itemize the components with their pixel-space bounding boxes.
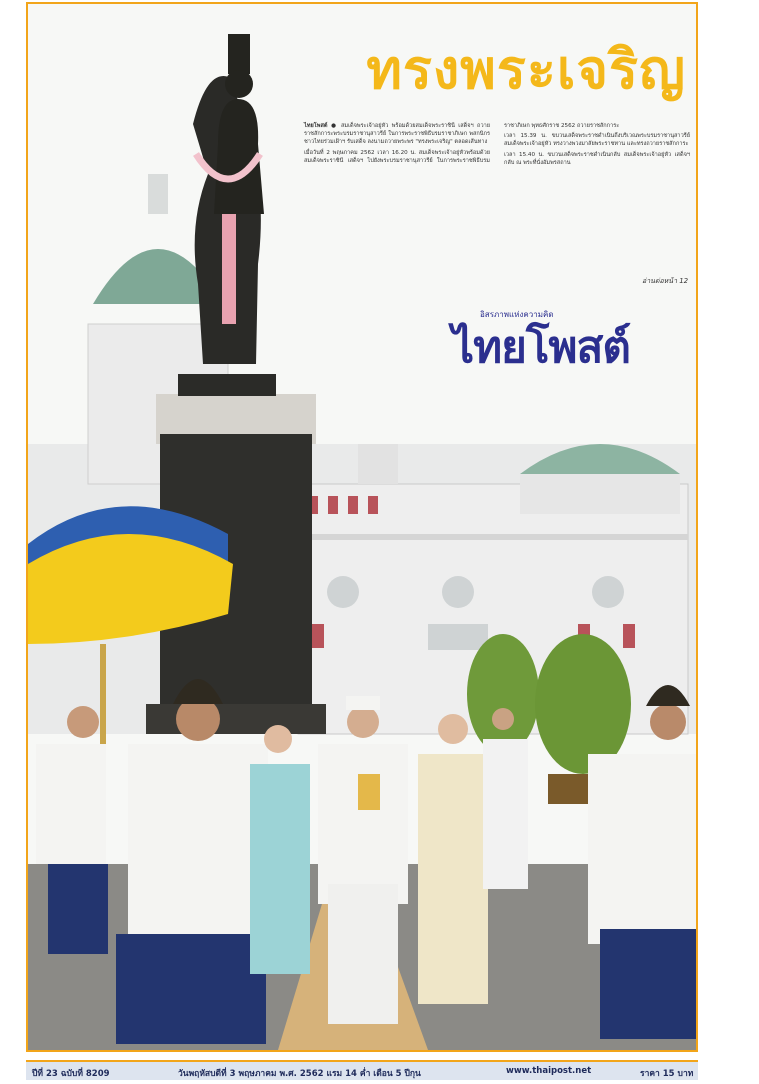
topiary-right: [535, 634, 631, 774]
issue-date: วันพฤหัสบดีที่ 3 พฤษภาคม พ.ศ. 2562 แรม 14 ค่ำ เดือน 5 ปีกุน: [178, 1069, 421, 1079]
price-label: ราคา 15 บาท: [640, 1069, 694, 1079]
footer-bar: [26, 1060, 698, 1080]
front-page-frame: [26, 2, 698, 1052]
website-link[interactable]: www.thaipost.net: [506, 1066, 592, 1076]
masthead-logo: [452, 308, 692, 380]
article-paragraph: เวลา 15.39 น. ขบวนเสด็จพระราชดำเนินถึงบริเวณพระบรมราชานุสาวรีย์ สมเด็จพระเจ้าอยู่หัว ทรงวางพวงมาลัยพระราชทาน และทรงถวายราชสักการะ: [504, 133, 690, 148]
issue-number: ปีที่ 23 ฉบับที่ 8209: [32, 1069, 110, 1079]
masthead-name: ไทยโพสต์: [452, 322, 630, 373]
article-paragraph: เวลา 15.40 น. ขบวนเสด็จพระราชดำเนินกลับ สมเด็จพระเจ้าอยู่หัว เสด็จฯ กลับ ณ พระที่นั่งอัมพรสถาน: [504, 151, 690, 166]
lede-label: ไทยโพสต์ ●: [304, 123, 338, 129]
continue-reading: อ่านต่อหน้า 12: [642, 277, 689, 285]
headline: ทรงพระเจริญ: [366, 38, 686, 101]
article-body: [304, 122, 690, 292]
masthead-tagline: อิสรภาพแห่งความคิด: [480, 310, 554, 319]
article-paragraph: ไทยโพสต์ ● สมเด็จพระเจ้าอยู่หัว พร้อมด้วยสมเด็จพระราชินี เสด็จฯ ถวายราชสักการะพระบรมราชานุสาวรีย์ ในการพระราชพิธีบรมราชาภิเษก พสกนิกรชาวไทยร่วมเฝ้าฯ รับเสด็จ ลงนามถวายพระพร "ทรงพระเจริญ" ตลอดเส้นทาง: [304, 123, 491, 146]
topiary-left: [467, 634, 539, 754]
article-paragraph: เมื่อวันที่ 2 พฤษภาคม 2562 เวลา 16.20 น. สมเด็จพระเจ้าอยู่หัวพร้อมด้วยสมเด็จพระราชินี เสด็จฯ ไปยังพระบรมราชานุสาวรีย์ ในการพระราชพิธีบรมราชาภิเษก พุทธศักราช 2562 ถวายราชสักการะ: [304, 123, 620, 164]
